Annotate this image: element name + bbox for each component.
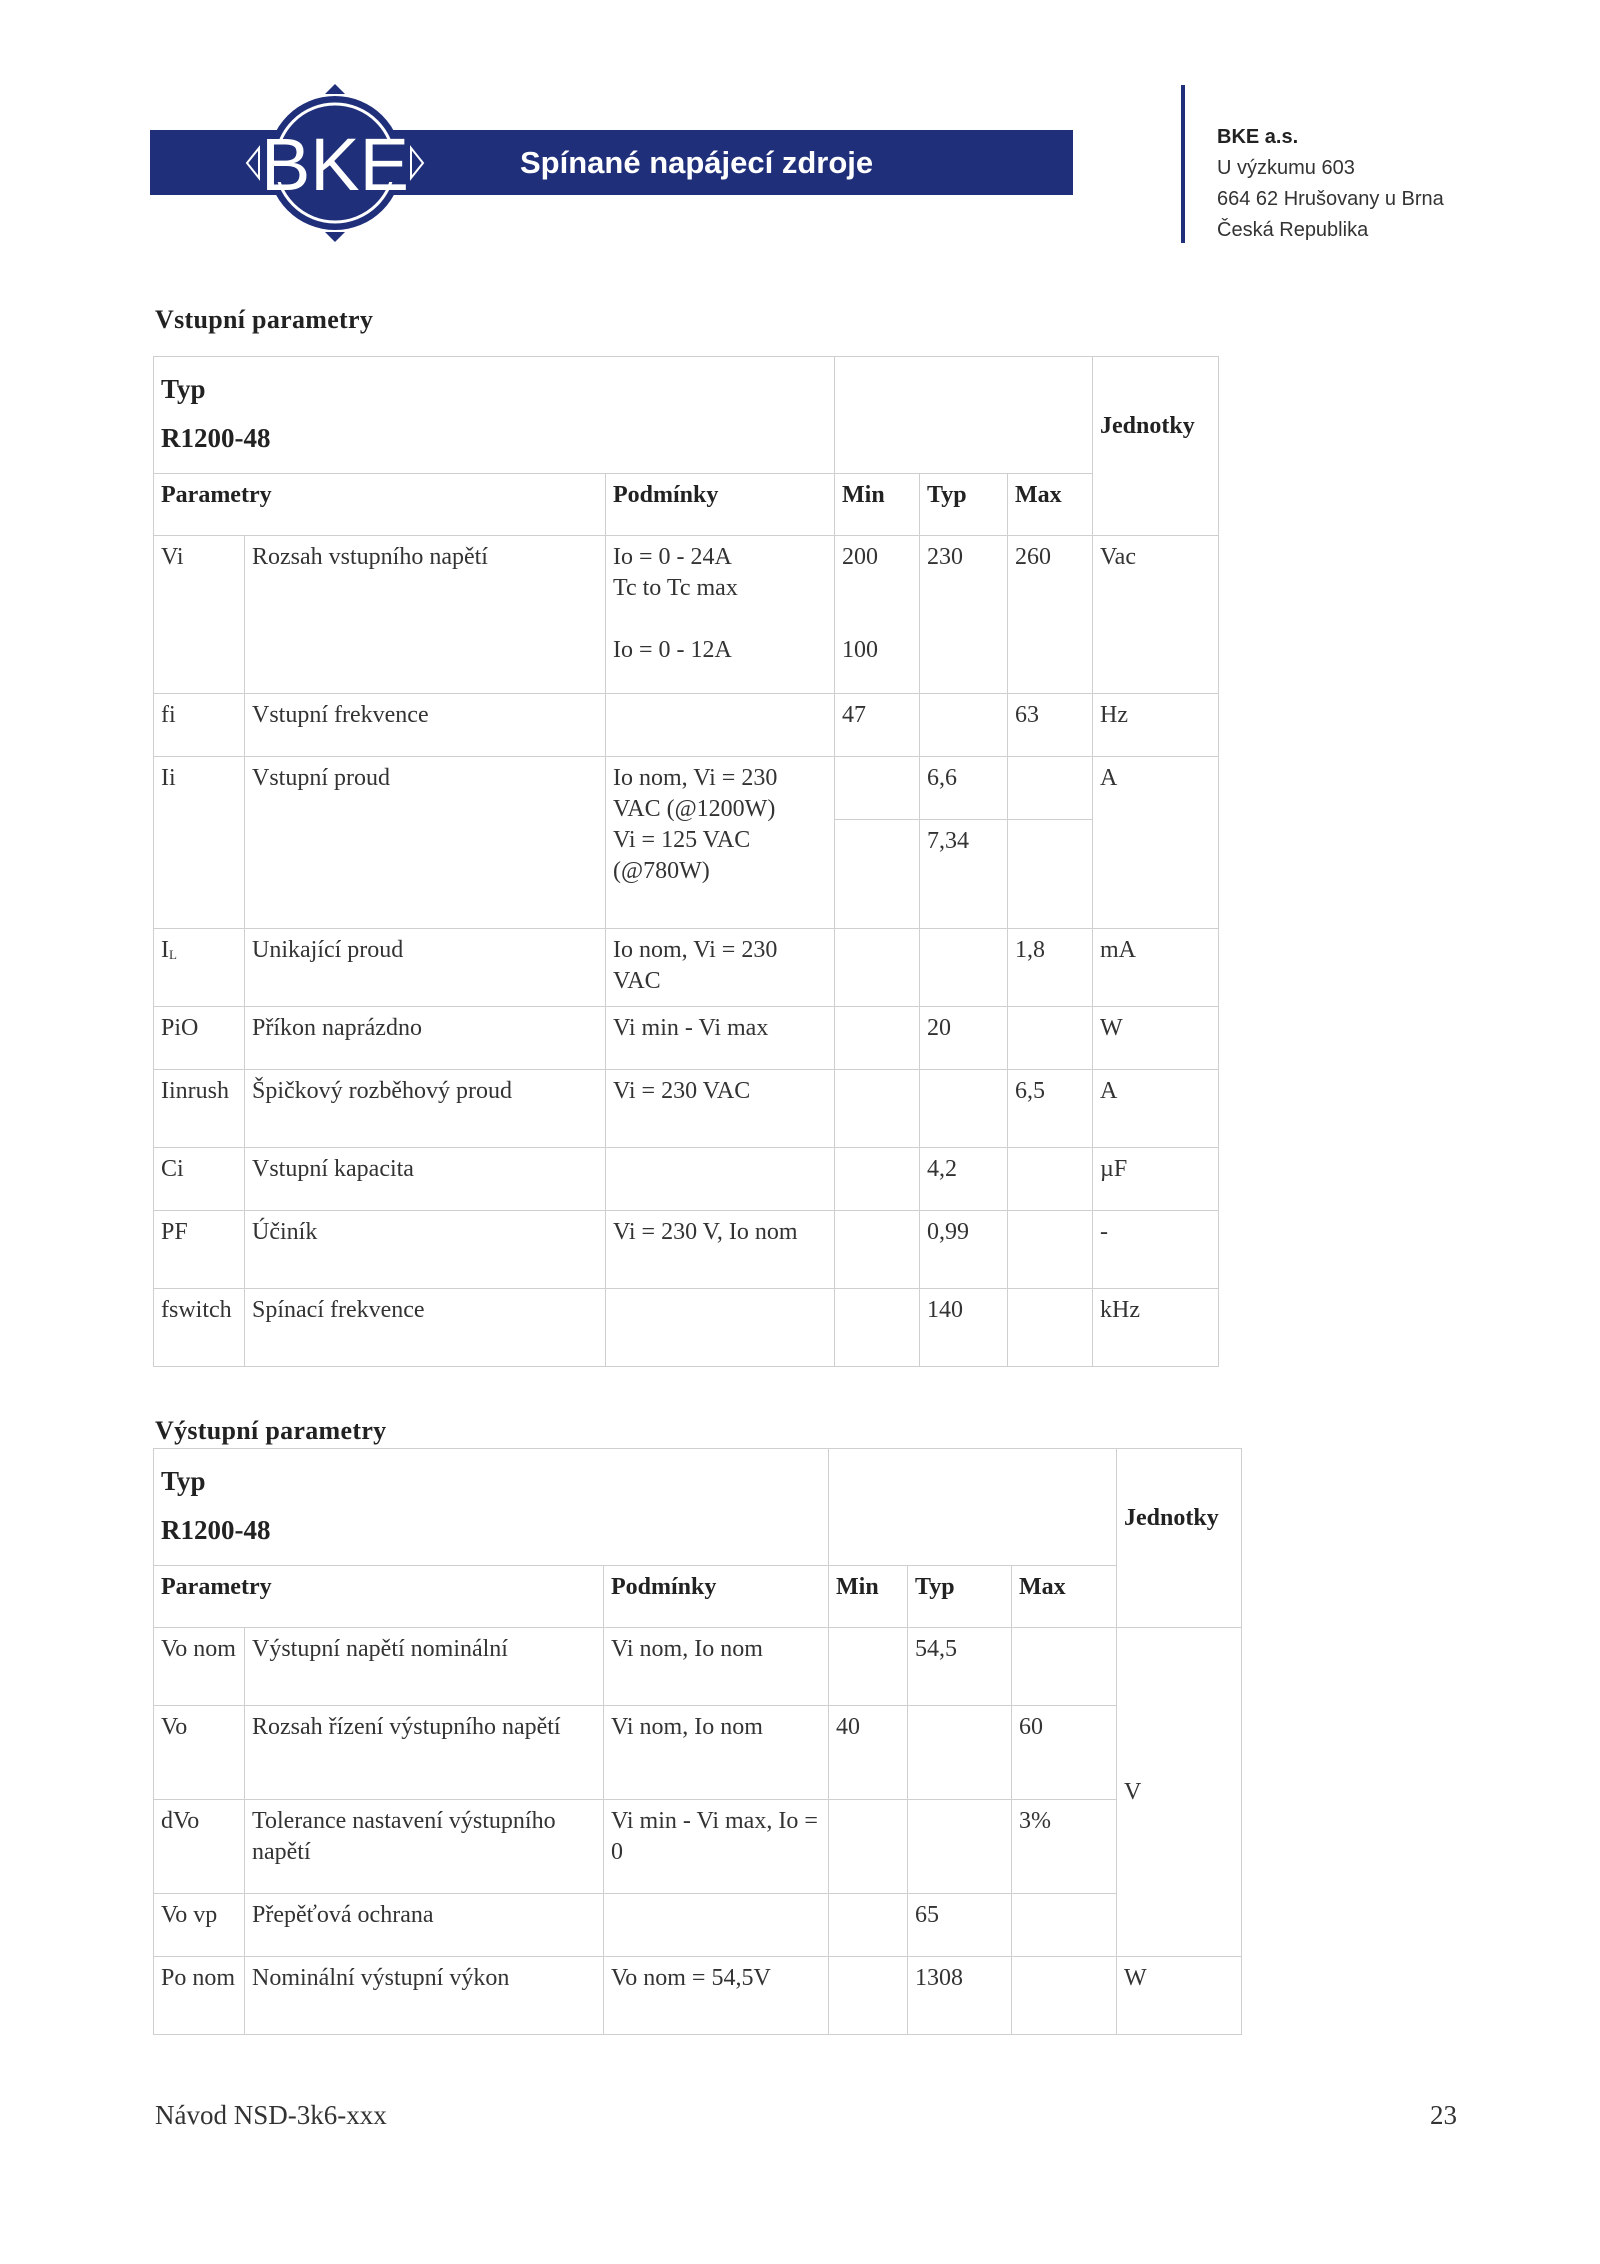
param-unit: A: [1093, 1070, 1219, 1148]
table-row: [154, 1628, 1242, 1706]
condition-line: Io = 0 - 12A: [613, 637, 732, 663]
param-max: 63: [1008, 694, 1093, 757]
param-typ: 0,99: [920, 1211, 1008, 1289]
param-max: [1008, 1007, 1093, 1070]
param-conditions: [606, 1289, 835, 1367]
param-unit: µF: [1093, 1148, 1219, 1211]
param-name: Příkon naprázdno: [245, 1007, 606, 1070]
table-row: [154, 694, 1219, 757]
param-max: [1008, 1289, 1093, 1367]
param-typ: 54,5: [908, 1628, 1012, 1706]
type-empty-cell: [835, 357, 1093, 474]
col-header-max: Max: [1008, 474, 1093, 536]
param-conditions: Vi nom, Io nom: [604, 1706, 829, 1800]
company-address: [1217, 122, 1444, 246]
condition-line: Io nom, Vi = 230 VAC (@1200W): [613, 765, 778, 822]
units-header: Jednotky: [1117, 1449, 1242, 1628]
param-name: Přepěťová ochrana: [245, 1894, 604, 1957]
condition-line: Io = 0 - 24A: [613, 544, 732, 570]
param-unit: Hz: [1093, 694, 1219, 757]
param-min: [835, 1148, 920, 1211]
param-typ: 20: [920, 1007, 1008, 1070]
param-min: [835, 1070, 920, 1148]
param-name: Vstupní proud: [245, 757, 606, 929]
param-max: [1012, 1894, 1117, 1957]
col-header-params: Parametry: [154, 1566, 604, 1628]
type-empty-cell: [829, 1449, 1117, 1566]
param-min: [835, 1289, 920, 1367]
param-min: 47: [835, 694, 920, 757]
param-unit: W: [1117, 1957, 1242, 2035]
param-max: 6,5: [1008, 1070, 1093, 1148]
param-typ: 1308: [908, 1957, 1012, 2035]
output-params-table: [153, 1448, 1242, 2035]
param-typ: [908, 1800, 1012, 1894]
param-symbol: dVo: [154, 1800, 245, 1894]
param-name: Rozsah vstupního napětí: [245, 536, 606, 694]
param-conditions: Vo nom = 54,5V: [604, 1957, 829, 2035]
param-unit: kHz: [1093, 1289, 1219, 1367]
param-min: [835, 757, 920, 820]
param-conditions: Vi nom, Io nom: [604, 1628, 829, 1706]
param-symbol: [154, 929, 245, 1007]
param-typ: 65: [908, 1894, 1012, 1957]
param-min: [835, 1211, 920, 1289]
param-symbol: fswitch: [154, 1289, 245, 1367]
param-unit: V: [1117, 1628, 1242, 1957]
col-header-min: Min: [835, 474, 920, 536]
col-header-params: Parametry: [154, 474, 606, 536]
param-name: Výstupní napětí nominální: [245, 1628, 604, 1706]
param-min: [835, 1007, 920, 1070]
param-conditions: Vi = 230 V, Io nom: [606, 1211, 835, 1289]
min-value: 100: [842, 637, 878, 663]
col-header-typ: Typ: [920, 474, 1008, 536]
param-min: [829, 1894, 908, 1957]
table-row: [154, 1957, 1242, 2035]
address-line: Česká Republika: [1217, 219, 1369, 241]
param-conditions: Vi = 230 VAC: [606, 1070, 835, 1148]
param-name: Nominální výstupní výkon: [245, 1957, 604, 2035]
table-row: [154, 757, 1219, 820]
param-name: Účiník: [245, 1211, 606, 1289]
symbol-text: I: [161, 937, 169, 963]
param-name: Špičkový rozběhový proud: [245, 1070, 606, 1148]
param-max: 3%: [1012, 1800, 1117, 1894]
param-conditions: [606, 536, 835, 694]
param-name: Vstupní frekvence: [245, 694, 606, 757]
table-row: [154, 1070, 1219, 1148]
param-min: [829, 1800, 908, 1894]
table-row: [154, 1800, 1242, 1894]
table-row: [154, 1211, 1219, 1289]
input-params-table: [153, 356, 1219, 1367]
type-cell: [154, 357, 835, 474]
param-typ: [920, 1070, 1008, 1148]
page-number: 23: [1430, 2100, 1457, 2130]
address-line: U výzkumu 603: [1217, 157, 1355, 179]
param-conditions: [606, 757, 835, 929]
footer-doc-name: Návod NSD-3k6-xxx: [155, 2100, 387, 2130]
param-typ: 4,2: [920, 1148, 1008, 1211]
param-typ: 140: [920, 1289, 1008, 1367]
param-symbol: PiO: [154, 1007, 245, 1070]
param-name: Vstupní kapacita: [245, 1148, 606, 1211]
model-name: R1200-48: [161, 1515, 271, 1545]
param-min: [829, 1957, 908, 2035]
param-symbol: fi: [154, 694, 245, 757]
param-conditions: [606, 1148, 835, 1211]
param-max: 260: [1008, 536, 1093, 694]
param-symbol: Vo: [154, 1706, 245, 1800]
input-section-title: Vstupní parametry: [155, 305, 374, 334]
symbol-subscript: L: [169, 947, 177, 962]
param-symbol: Po nom: [154, 1957, 245, 2035]
param-max: [1008, 757, 1093, 820]
param-symbol: Iinrush: [154, 1070, 245, 1148]
param-symbol: Vo vp: [154, 1894, 245, 1957]
table-row: [154, 1148, 1219, 1211]
units-header: Jednotky: [1093, 357, 1219, 536]
param-typ: [908, 1706, 1012, 1800]
table-row: [154, 929, 1219, 1007]
param-unit: A: [1093, 757, 1219, 929]
param-conditions: Io nom, Vi = 230 VAC: [606, 929, 835, 1007]
param-conditions: [606, 694, 835, 757]
min-value: 200: [842, 544, 878, 570]
param-conditions: Vi min - Vi max, Io = 0: [604, 1800, 829, 1894]
condition-line: Vi = 125 VAC (@780W): [613, 827, 751, 884]
bke-logo: [245, 84, 425, 242]
param-min: [835, 820, 920, 929]
table-row: [154, 1289, 1219, 1367]
param-typ: [920, 929, 1008, 1007]
header-divider: [1181, 85, 1185, 243]
param-conditions: [604, 1894, 829, 1957]
col-header-typ: Typ: [908, 1566, 1012, 1628]
svg-text:BKE: BKE: [260, 123, 410, 206]
col-header-max: Max: [1012, 1566, 1117, 1628]
param-conditions: Vi min - Vi max: [606, 1007, 835, 1070]
param-max: 60: [1012, 1706, 1117, 1800]
param-unit: Vac: [1093, 536, 1219, 694]
col-header-conditions: Podmínky: [604, 1566, 829, 1628]
param-symbol: PF: [154, 1211, 245, 1289]
type-cell: [154, 1449, 829, 1566]
table-row: [154, 536, 1219, 694]
param-typ: 230: [920, 536, 1008, 694]
param-name: Unikající proud: [245, 929, 606, 1007]
param-max: [1008, 1148, 1093, 1211]
param-min: [835, 929, 920, 1007]
table-row: [154, 1894, 1242, 1957]
param-symbol: Ii: [154, 757, 245, 929]
param-min: 40: [829, 1706, 908, 1800]
banner-title: Spínané napájecí zdroje: [520, 145, 874, 180]
param-min: [829, 1628, 908, 1706]
param-min: [835, 536, 920, 694]
table-row: [154, 1706, 1242, 1800]
param-name: Spínací frekvence: [245, 1289, 606, 1367]
param-typ: 6,6: [920, 757, 1008, 820]
type-label: Typ: [161, 374, 206, 404]
company-name: BKE a.s.: [1217, 126, 1299, 148]
param-unit: W: [1093, 1007, 1219, 1070]
param-symbol: Ci: [154, 1148, 245, 1211]
address-line: 664 62 Hrušovany u Brna: [1217, 188, 1444, 210]
condition-line: Tc to Tc max: [613, 575, 738, 601]
param-name: Rozsah řízení výstupního napětí: [245, 1706, 604, 1800]
param-max: [1012, 1628, 1117, 1706]
output-section-title: Výstupní parametry: [155, 1416, 387, 1445]
model-name: R1200-48: [161, 423, 271, 453]
param-max: [1008, 820, 1093, 929]
col-header-min: Min: [829, 1566, 908, 1628]
param-unit: -: [1093, 1211, 1219, 1289]
param-max: [1008, 1211, 1093, 1289]
type-label: Typ: [161, 1466, 206, 1496]
col-header-conditions: Podmínky: [606, 474, 835, 536]
param-unit: mA: [1093, 929, 1219, 1007]
param-max: [1012, 1957, 1117, 2035]
param-max: 1,8: [1008, 929, 1093, 1007]
param-symbol: Vo nom: [154, 1628, 245, 1706]
param-symbol: Vi: [154, 536, 245, 694]
param-name: Tolerance nastavení výstupního napětí: [245, 1800, 604, 1894]
param-typ: [920, 694, 1008, 757]
table-row: [154, 1007, 1219, 1070]
param-typ: 7,34: [920, 820, 1008, 929]
